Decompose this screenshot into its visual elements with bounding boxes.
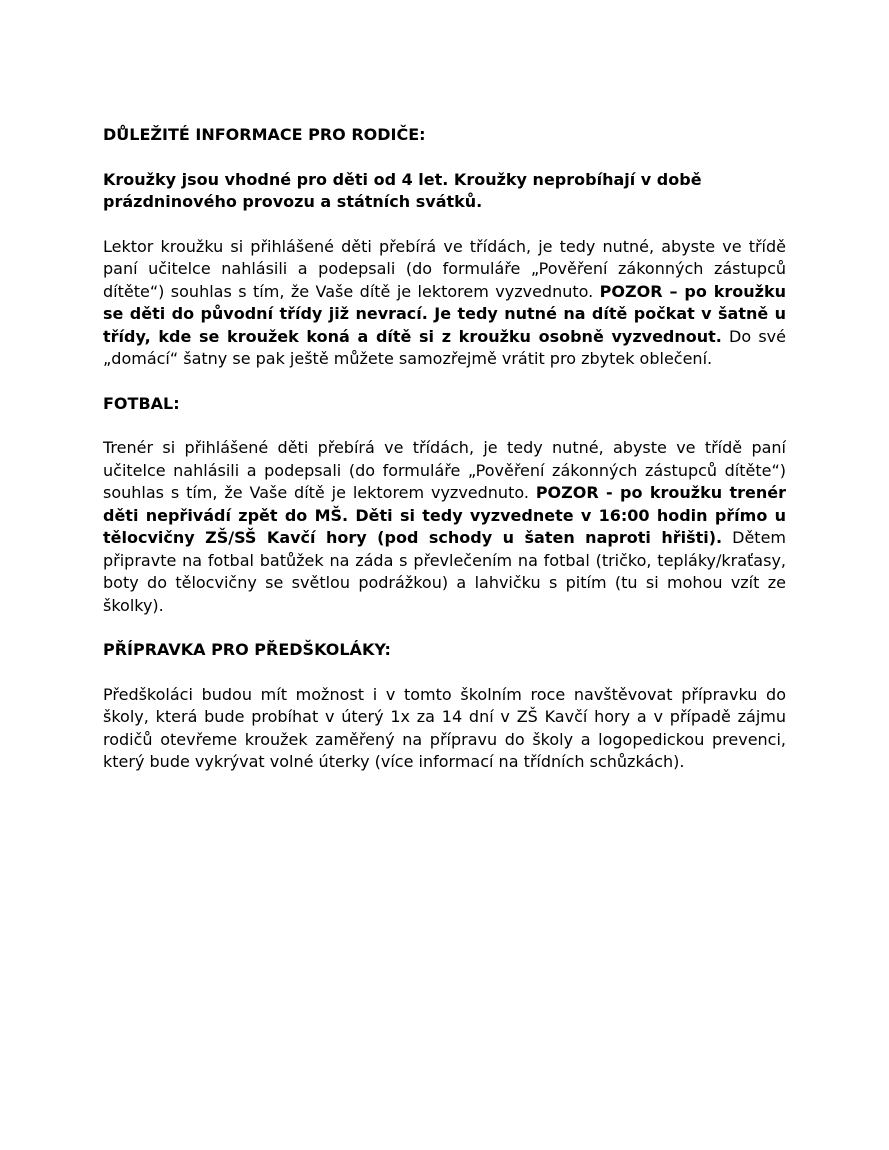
intro-paragraph: Kroužky jsou vhodné pro děti od 4 let. Kroužky neprobíhají v době prázdninového provozu a státních svátků.	[103, 169, 702, 211]
fotbal-paragraph-text: Trenér si přihlášené děti přebírá ve třídách, je tedy nutné, abyste ve třídě paní učitelce nahlásili a podepsali (do formuláře „Pověření zákonných zástupců dítěte“) souhlas s tím, že Vaše dítě je lektorem vyzvednuto.	[103, 438, 786, 502]
lektor-paragraph-warning: POZOR – po kroužku se děti do původní třídy již nevrací. Je tedy nutné na dítě počkat v šatně u třídy, kde se kroužek koná a dítě si z kroužku osobně vyzvednout.	[103, 281, 787, 346]
section-heading-fotbal: FOTBAL:	[103, 393, 180, 413]
document-page	[103, 124, 786, 796]
section-heading-pripravka: PŘÍPRAVKA PRO PŘEDŠKOLÁKY:	[103, 640, 391, 659]
fotbal-paragraph-tail: Dětem připravte na fotbal batůžek na záda s převlečením na fotbal (tričko, tepláky/kraťasy, boty do tělocvičny se světlou podrážkou) a lahvičku s pitím (tu si mohou vzít ze školky).	[103, 528, 787, 615]
fotbal-paragraph-warning: POZOR - po kroužku trenér děti nepřivádí zpět do MŠ. Děti si tedy vyzvednete v 16:00 hodin přímo u tělocvičny ZŠ/SŠ Kavčí hory (pod schody u šaten naproti hřišti).	[103, 483, 787, 547]
pripravka-paragraph: Předškoláci budou mít možnost i v tomto školním roce navštěvovat přípravku do školy, která bude probíhat v úterý 1x za 14 dní v ZŠ Kavčí hory a v případě zájmu rodičů otevřeme kroužek zaměřený na přípravu do školy a logopedickou prevenci, který bude vykrývat volné úterky (více informací na třídních schůzkách).	[103, 684, 786, 771]
fotbal-paragraph	[103, 437, 786, 617]
lektor-paragraph-text: Lektor kroužku si přihlášené děti přebírá ve třídách, je tedy nutné, abyste ve třídě paní učitelce nahlásili a podepsali (do formuláře „Pověření zákonných zástupců dítěte“) souhlas s tím, že Vaše dítě je lektorem vyzvednuto.	[103, 236, 786, 301]
section-heading-info: DŮLEŽITÉ INFORMACE PRO RODIČE:	[103, 125, 426, 144]
lektor-paragraph-tail: Do své „domácí“ šatny se pak ještě můžete samozřejmě vrátit pro zbytek oblečení.	[103, 326, 786, 368]
lektor-paragraph	[103, 236, 786, 371]
